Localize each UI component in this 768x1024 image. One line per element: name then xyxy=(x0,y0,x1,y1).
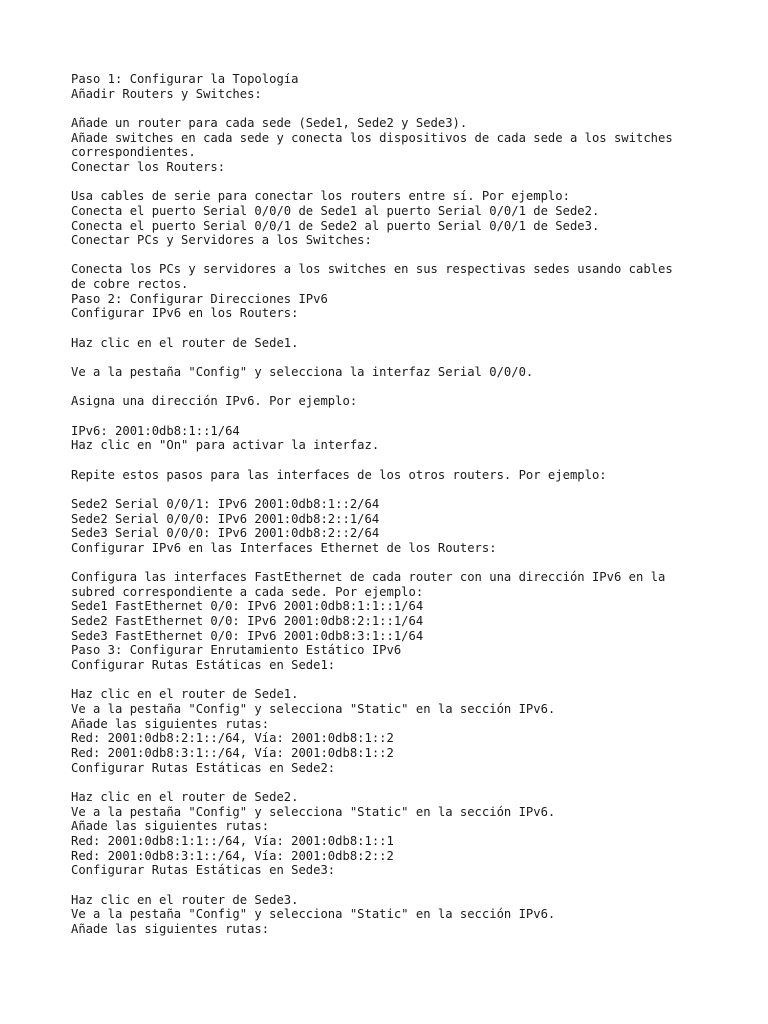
document-line: Paso 3: Configurar Enrutamiento Estático IPv6 xyxy=(71,643,402,658)
document-line: Añade las siguientes rutas: xyxy=(71,716,270,731)
document-line xyxy=(71,321,731,336)
document-line: Red: 2001:0db8:2:1::/64, Vía: 2001:0db8:1::2 xyxy=(71,731,394,746)
document-line: Repite estos pasos para las interfaces de los otros routers. Por ejemplo: xyxy=(71,467,607,482)
document-line xyxy=(71,775,731,790)
document-line: Usa cables de serie para conectar los routers entre sí. Por ejemplo: xyxy=(71,189,570,204)
document-line: Red: 2001:0db8:3:1::/64, Vía: 2001:0db8:1::2 xyxy=(71,746,394,761)
document-line: Sede3 Serial 0/0/0: IPv6 2001:0db8:2::2/64 xyxy=(71,526,380,541)
document-line: Conecta el puerto Serial 0/0/0 de Sede1 al puerto Serial 0/0/1 de Sede2. xyxy=(71,203,600,218)
document-line: subred correspondiente a cada sede. Por ejemplo: xyxy=(71,584,424,599)
document-line: Sede1 FastEthernet 0/0: IPv6 2001:0db8:1:1::1/64 xyxy=(71,599,424,614)
document-line: Configurar Rutas Estáticas en Sede1: xyxy=(71,658,336,673)
document-line: Añade las siguientes rutas: xyxy=(71,921,270,936)
document-line xyxy=(71,673,731,688)
document-line: Ve a la pestaña "Config" y selecciona la interfaz Serial 0/0/0. xyxy=(71,365,534,380)
document-line: Paso 2: Configurar Direcciones IPv6 xyxy=(71,291,328,306)
document-line xyxy=(71,556,731,571)
document-line: Red: 2001:0db8:1:1::/64, Vía: 2001:0db8:1::1 xyxy=(71,833,394,848)
document-line xyxy=(71,409,731,424)
document-line xyxy=(71,482,731,497)
document-line xyxy=(71,248,731,263)
document-body xyxy=(71,72,731,937)
document-line: Paso 1: Configurar la Topología xyxy=(71,72,299,86)
document-line xyxy=(71,101,731,116)
document-line: Sede2 Serial 0/0/0: IPv6 2001:0db8:2::1/64 xyxy=(71,511,380,526)
document-line: Haz clic en el router de Sede1. xyxy=(71,335,299,350)
document-line: Haz clic en el router de Sede2. xyxy=(71,789,299,804)
document-line: Añade un router para cada sede (Sede1, Sede2 y Sede3). xyxy=(71,115,468,130)
document-line: Ve a la pestaña "Config" y selecciona "Static" en la sección IPv6. xyxy=(71,907,556,922)
document-line: Añade las siguientes rutas: xyxy=(71,819,270,834)
document-line: Añade switches en cada sede y conecta los dispositivos de cada sede a los switches xyxy=(71,130,673,145)
document-line: Red: 2001:0db8:3:1::/64, Vía: 2001:0db8:2::2 xyxy=(71,848,394,863)
document-line: Añadir Routers y Switches: xyxy=(71,86,262,101)
document-line: Sede3 FastEthernet 0/0: IPv6 2001:0db8:3:1::1/64 xyxy=(71,628,424,643)
document-line: Configurar Rutas Estáticas en Sede2: xyxy=(71,760,336,775)
document-line: Configura las interfaces FastEthernet de cada router con una dirección IPv6 en la xyxy=(71,570,666,585)
document-line: Configurar Rutas Estáticas en Sede3: xyxy=(71,863,336,878)
document-line: Sede2 Serial 0/0/1: IPv6 2001:0db8:1::2/64 xyxy=(71,496,380,511)
document-line: Ve a la pestaña "Config" y selecciona "Static" en la sección IPv6. xyxy=(71,804,556,819)
document-line: Asigna una dirección IPv6. Por ejemplo: xyxy=(71,394,358,409)
document-line: Configurar IPv6 en las Interfaces Ethernet de los Routers: xyxy=(71,540,497,555)
document-line: Conectar PCs y Servidores a los Switches: xyxy=(71,233,372,248)
document-line: Configurar IPv6 en los Routers: xyxy=(71,306,299,321)
document-line: Conectar los Routers: xyxy=(71,159,226,174)
document-line: Conecta los PCs y servidores a los switches en sus respectivas sedes usando cables xyxy=(71,262,673,277)
document-line: correspondientes. xyxy=(71,145,196,160)
document-line xyxy=(71,175,731,190)
document-line xyxy=(71,350,731,365)
document-line: Haz clic en "On" para activar la interfaz. xyxy=(71,438,380,453)
document-line: Ve a la pestaña "Config" y selecciona "Static" en la sección IPv6. xyxy=(71,702,556,717)
document-line xyxy=(71,878,731,893)
document-line xyxy=(71,380,731,395)
document-line: Conecta el puerto Serial 0/0/1 de Sede2 al puerto Serial 0/0/1 de Sede3. xyxy=(71,218,600,233)
document-line: de cobre rectos. xyxy=(71,277,189,292)
document-line: Haz clic en el router de Sede1. xyxy=(71,687,299,702)
document-line: IPv6: 2001:0db8:1::1/64 xyxy=(71,423,240,438)
document-line: Haz clic en el router de Sede3. xyxy=(71,892,299,907)
document-line: Sede2 FastEthernet 0/0: IPv6 2001:0db8:2:1::1/64 xyxy=(71,614,424,629)
document-line xyxy=(71,453,731,468)
